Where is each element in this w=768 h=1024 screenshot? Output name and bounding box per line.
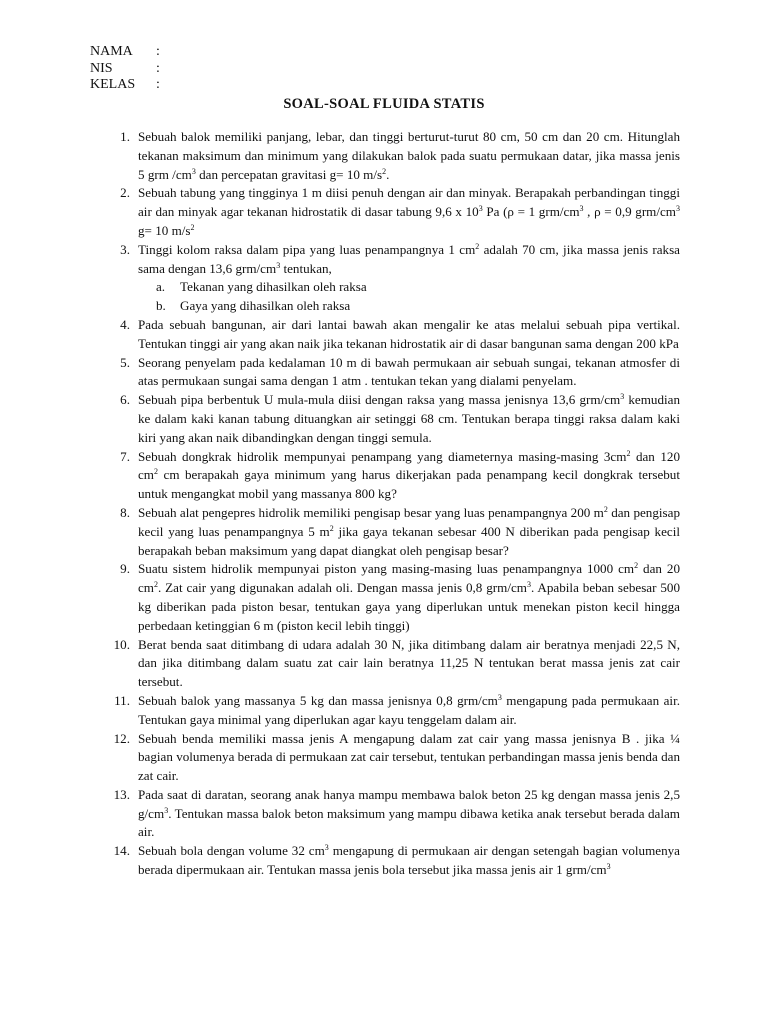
question-text-segment: Sebuah alat pengepres hidrolik memiliki pengisap besar yang luas penampangnya 200 m (138, 504, 604, 520)
question-text-segment: . (386, 166, 390, 182)
question-text-segment: dan percepatan gravitasi g= 10 m/s (195, 166, 383, 182)
question-number: 14. (113, 843, 130, 859)
question-text (138, 449, 680, 502)
question-number: 9. (120, 561, 130, 577)
question-text (138, 129, 680, 182)
question-item (96, 730, 680, 786)
question-text-segment: dan pengisap kecil yang luas penampangnya 5 m (138, 504, 680, 539)
superscript-exponent: 2 (603, 504, 608, 514)
superscript-exponent: 2 (626, 448, 631, 458)
question-item (96, 316, 680, 354)
question-text-segment: Sebuah tabung yang tingginya 1 m diisi penuh dengan air dan minyak. Berapakah perbandingan tinggi air dan minyak agar tekanan hidrostatik di dasar tabung 9,6 x 10 (138, 185, 680, 220)
question-text-segment: . Tentukan massa balok beton maksimum yang mampu dibawa ketika anak tersebut berada dalam air. (138, 805, 680, 840)
superscript-exponent: 3 (478, 204, 483, 214)
question-number: 4. (120, 316, 130, 332)
question-list (96, 128, 680, 880)
question-text (138, 561, 680, 632)
field-separator: : (156, 77, 160, 92)
question-text-segment: Sebuah bola dengan volume 32 cm (138, 843, 325, 859)
question-text-segment: jika gaya tekanan sebesar 400 N diberikan pada pengisap kecil berapakah beban maksimum yang dapat diangkat oleh pengisap besar? (138, 523, 680, 558)
superscript-exponent: 3 (276, 260, 281, 270)
question-item (96, 354, 680, 392)
question-text-segment: g= 10 m/s (138, 222, 191, 238)
question-item (96, 504, 680, 560)
question-text (138, 392, 680, 445)
question-text-segment: Tinggi kolom raksa dalam pipa yang luas penampangnya 1 cm (138, 241, 476, 257)
sub-question-item (138, 278, 680, 297)
superscript-exponent: 3 (606, 862, 611, 872)
sub-question-list (138, 278, 680, 316)
question-text-segment: cm berapakah gaya minimum yang harus dikerjakan pada penampang kecil dongkrak tersebut untuk mengangkat mobil yang massanya 800 kg? (138, 467, 680, 502)
question-text-segment: mengapung di permukaan air dengan setengah bagian volumenya berada dipermukaan air. Tentukan massa jenis bola tersebut jika massa jenis air 1 grm/cm (138, 843, 680, 878)
superscript-exponent: 2 (154, 467, 158, 477)
question-text-segment: Suatu sistem hidrolik mempunyai piston yang masing-masing luas penampangnya 1000 cm (138, 561, 635, 577)
question-item (96, 448, 680, 504)
superscript-exponent: 3 (526, 580, 531, 590)
superscript-exponent: 3 (324, 843, 329, 853)
superscript-exponent: 2 (382, 166, 387, 176)
question-text-segment: Sebuah pipa berbentuk U mula-mula diisi dengan raksa yang massa jenisnya 13,6 grm/cm (138, 392, 621, 408)
question-text-segment: dan 20 cm (138, 561, 680, 596)
superscript-exponent: 2 (634, 561, 639, 571)
question-text-segment: Sebuah balok memiliki panjang, lebar, dan tinggi berturut-turut 80 cm, 50 cm dan 20 cm. Hitunglah tekanan maksimum dan minimum yang dilakukan balok pada suatu permukaan datar, jika massa jenis 5 grm /cm (138, 129, 680, 182)
question-text-segment: Pada saat di daratan, seorang anak hanya mampu membawa balok beton 25 kg dengan massa jenis 2,5 g/cm (138, 786, 680, 821)
student-identity-block (90, 44, 160, 94)
question-item (96, 391, 680, 447)
superscript-exponent: 3 (676, 204, 680, 214)
question-number: 8. (120, 504, 130, 520)
sub-question-item (138, 297, 680, 316)
question-text-segment: tentukan, (280, 260, 332, 276)
question-number: 3. (120, 241, 130, 257)
question-text-segment: , ρ = 0,9 grm/cm (583, 204, 676, 220)
question-number: 10. (113, 636, 130, 652)
question-item (96, 842, 680, 880)
question-number: 13. (113, 786, 130, 802)
question-item (96, 636, 680, 692)
question-text-segment: Sebuah benda memiliki massa jenis A mengapung dalam zat cair yang massa jenisnya B . jika ¼ bagian volumenya berada di permukaan zat cair tersebut, tentukan perbandingan massa jenis benda dan zat cair. (138, 730, 680, 784)
question-number: 12. (113, 730, 130, 746)
question-number: 11. (114, 692, 130, 708)
question-text (138, 242, 680, 276)
sub-question-text: Tekanan yang dihasilkan oleh raksa (180, 279, 367, 295)
superscript-exponent: 3 (191, 166, 196, 176)
field-label: KELAS (90, 77, 136, 92)
question-text (138, 355, 680, 389)
question-text (138, 787, 680, 840)
question-text-segment: Berat benda saat ditimbang di udara adalah 30 N, jika ditimbang dalam air beratnya menjadi 22,5 N, dan jika ditimbang dalam suatu zat cair lain beratnya 11,25 N tentukan berat massa jenis zat cair tersebut. (138, 636, 680, 690)
question-text (138, 317, 680, 351)
superscript-exponent: 3 (497, 692, 502, 702)
question-item (96, 184, 680, 240)
sub-question-letter: b. (156, 298, 166, 314)
superscript-exponent: 3 (579, 204, 584, 214)
question-text-segment: dan 120 cm (138, 448, 681, 483)
sub-question-text: Gaya yang dihasilkan oleh raksa (180, 298, 351, 314)
question-item (96, 241, 680, 316)
name-field (90, 44, 160, 61)
question-text-segment: kemudian ke dalam kaki kanan tabung dituangkan air setinggi 68 cm. Tentukan berapa tinggi raksa dalam kaki kiri yang akan naik dibandingkan dengan tinggi semula. (138, 392, 680, 445)
superscript-exponent: 2 (329, 523, 334, 533)
question-number: 7. (120, 448, 130, 464)
question-number: 5. (120, 354, 130, 370)
sub-question-letter: a. (156, 279, 166, 295)
field-label: NAMA (90, 44, 133, 59)
question-text-segment: Pa (ρ = 1 grm/cm (482, 204, 580, 220)
question-item (96, 692, 680, 730)
nis-field (90, 61, 160, 78)
superscript-exponent: 3 (620, 392, 625, 402)
question-text (138, 693, 680, 727)
class-field (90, 77, 160, 94)
question-number: 6. (120, 392, 130, 408)
superscript-exponent: 2 (475, 241, 480, 251)
question-text-segment: . Zat cair yang digunakan adalah oli. Dengan massa jenis 0,8 grm/cm (158, 580, 527, 596)
question-text-segment: Sebuah dongkrak hidrolik mempunyai penampang yang diameternya masing-masing 3cm (138, 448, 627, 464)
field-separator: : (156, 44, 160, 59)
question-text (138, 843, 680, 877)
question-text-segment: Sebuah balok yang massanya 5 kg dan massa jenisnya 0,8 grm/cm (138, 692, 498, 708)
question-item (96, 560, 680, 635)
question-item (96, 786, 680, 842)
question-text (138, 731, 680, 784)
question-text-segment: mengapung pada permukaan air. Tentukan gaya minimal yang diperlukan agar kayu tenggelam dalam air. (138, 692, 680, 727)
field-label: NIS (90, 60, 113, 76)
question-text-segment: . Apabila beban sebesar 500 kg diberikan pada piston besar, tentukan gaya yang diperlukan untuk menekan piston kecil hingga perbedaan ketinggian 6 m (piston kecil lebih tinggi) (138, 580, 680, 633)
question-number: 1. (120, 129, 130, 144)
page-title: SOAL-SOAL FLUIDA STATIS (283, 96, 485, 112)
field-separator: : (156, 60, 160, 76)
question-text-segment: Pada sebuah bangunan, air dari lantai bawah akan mengalir ke atas melalui sebuah pipa vertikal. Tentukan tinggi air yang akan naik jika tekanan hidrostatik air di dasar bangunan sama dengan 200 kPa (138, 316, 680, 351)
question-text-segment: Seorang penyelam pada kedalaman 10 m di bawah permukaan air sebuah sungai, tekanan atmosfer di atas permukaan sungai sama dengan 1 atm . tentukan tekan yang dialami penyelam. (138, 354, 680, 389)
superscript-exponent: 2 (154, 580, 158, 590)
question-number: 2. (120, 185, 130, 201)
question-text (138, 505, 680, 558)
superscript-exponent: 2 (190, 222, 195, 232)
question-text (138, 637, 680, 690)
question-item (96, 128, 680, 184)
superscript-exponent: 3 (164, 805, 169, 815)
question-text (138, 185, 680, 238)
question-text-segment: adalah 70 cm, jika massa jenis raksa sama dengan 13,6 grm/cm (138, 241, 680, 276)
